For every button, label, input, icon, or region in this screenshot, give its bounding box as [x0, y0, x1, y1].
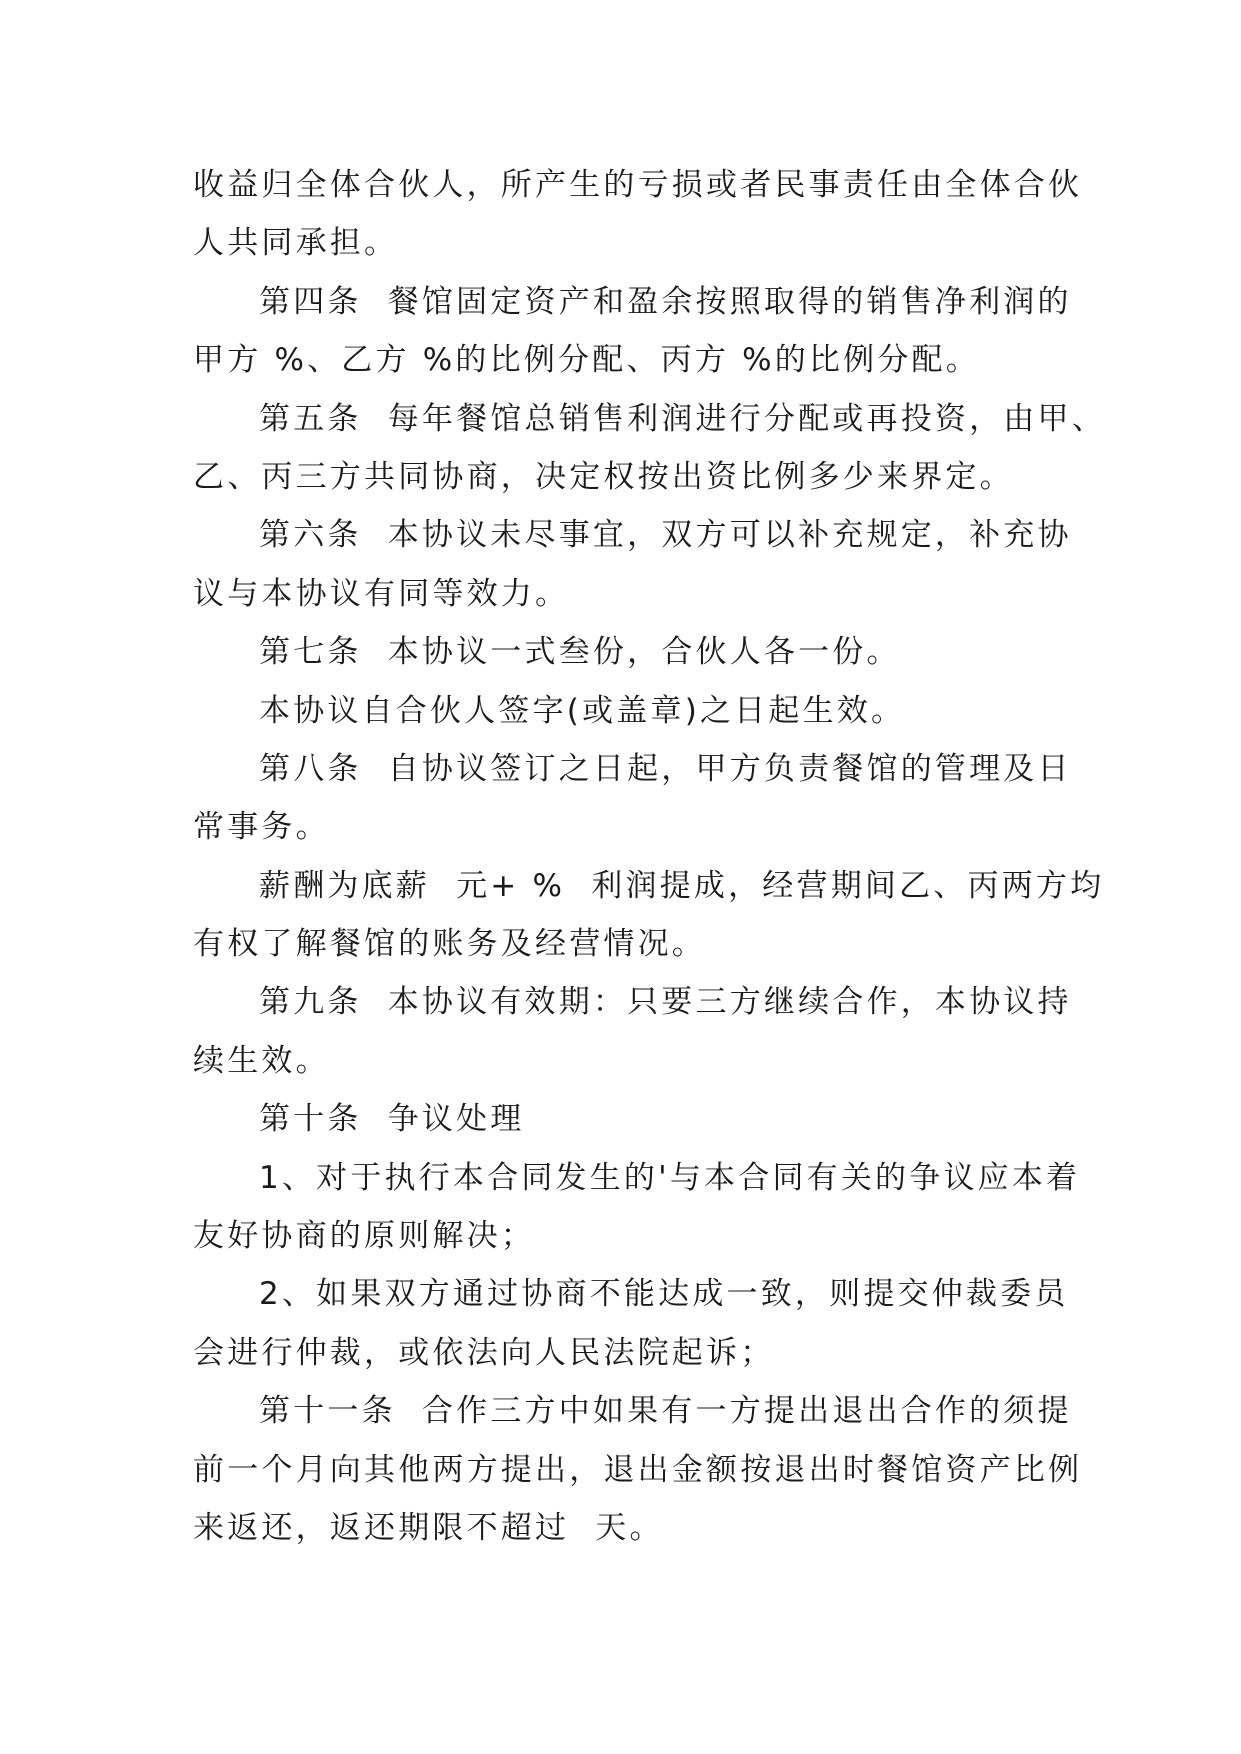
text-line: 前一个月向其他两方提出，退出金额按退出时餐馆资产比例	[193, 1451, 1083, 1488]
text-line: 来返还，返还期限不超过 天。	[193, 1509, 664, 1546]
text-line: 收益归全体合伙人，所产生的亏损或者民事责任由全体合伙	[193, 167, 1083, 203]
clause-2-line: 2、如果双方通过协商不能达成一致，则提交仲裁委员	[259, 1276, 1069, 1313]
article-7-line: 第七条 本协议一式叁份，合伙人各一份。	[259, 634, 901, 671]
text-line: 常事务。	[193, 809, 330, 846]
text-line: 议与本协议有同等效力。	[193, 575, 570, 612]
article-11-line: 第十一条 合作三方中如果有一方提出退出合作的须提	[259, 1393, 1072, 1430]
article-8-line: 第八条 自协议签订之日起，甲方负责餐馆的管理及日	[259, 750, 1072, 787]
text-line: 续生效。	[193, 1042, 330, 1079]
article-10-heading: 第十条 争议处理	[259, 1101, 525, 1138]
text-line: 甲方 %、乙方 %的比例分配、丙方 %的比例分配。	[193, 342, 980, 379]
text-line: 有权了解餐馆的账务及经营情况。	[193, 926, 706, 963]
article-4-line: 第四条 餐馆固定资产和盈余按照取得的销售净利润的	[259, 283, 1072, 320]
salary-line: 薪酬为底薪 元+ % 利润提成，经营期间乙、丙两方均	[259, 867, 1105, 904]
text-line: 友好协商的原则解决；	[193, 1218, 535, 1255]
text-line: 会进行仲裁，或依法向人民法院起诉；	[193, 1334, 775, 1371]
text-line: 本协议自合伙人签字(或盖章)之日起生效。	[259, 692, 906, 729]
article-9-line: 第九条 本协议有效期：只要三方继续合作，本协议持	[259, 984, 1072, 1021]
article-5-line: 第五条 每年餐馆总销售利润进行分配或再投资，由甲、	[259, 400, 1106, 437]
text-line: 人共同承担。	[193, 225, 399, 262]
text-line: 乙、丙三方共同协商，决定权按出资比例多少来界定。	[193, 458, 1014, 495]
article-6-line: 第六条 本协议未尽事宜，双方可以补充规定，补充协	[259, 517, 1072, 554]
clause-1-line: 1、对于执行本合同发生的'与本合同有关的争议应本着	[259, 1159, 1081, 1196]
document-body	[193, 156, 1106, 1557]
